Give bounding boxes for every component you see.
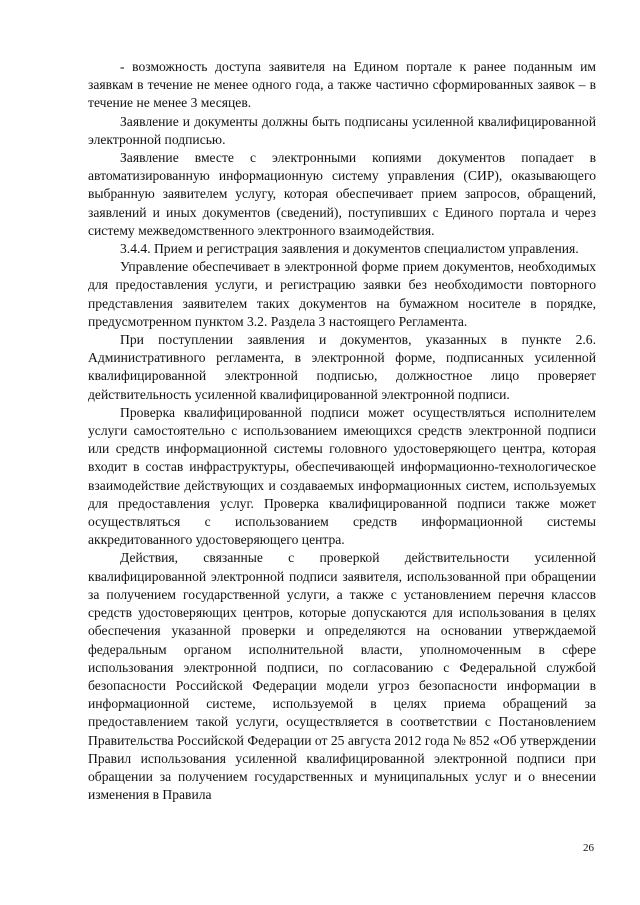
paragraph-signature-requirement: Заявление и документы должны быть подписаны усиленной квалифицированной электронной подписью. [88,113,596,147]
document-page [88,58,596,804]
paragraph-electronic-reception: Управление обеспечивает в электронной форме прием документов, необходимых для предоставления услуги, и регистрацию заявки без необходимости повторного представления заявителем таких документов на бумажном носителе в порядке, предусмотренном пунктом 3.2. Раздела 3 настоящего Регламента. [88,259,596,329]
paragraph-access-portal: - возможность доступа заявителя на Едином портале к ранее поданным им заявкам в течение не менее одного года, а также частично сформированных заявок – в течение не менее 3 месяцев. [88,59,596,111]
page-number: 26 [583,842,594,854]
section-heading-3-4-4: 3.4.4. Прием и регистрация заявления и документов специалистом управления. [120,241,579,257]
paragraph-verification-actions: Действия, связанные с проверкой действительности усиленной квалифицированной электронной подписи заявителя, использованной при обращении за получением государственной услуги, а также с установлением перечня классов средств удостоверяющих центров, которые допускаются для использования в целях обеспечения указанной проверки и определяются на основании утверждаемой федеральным органом исполнительной власти, уполномоченным в сфере использования электронной подписи, по согласованию с Федеральной службой безопасности Российской Федерации модели угроз безопасности информации в информационной системе, используемой в целях приема обращений за предоставлением такой услуги, осуществляется в соответствии с Постановлением Правительства Российской Федерации от 25 августа 2012 года № 852 «Об утверждении Правил использования усиленной квалифицированной электронной подписи при обращении за получением государственных и муниципальных услуг и о внесении изменения в Правила [88,550,597,803]
paragraph-verification-tools: Проверка квалифицированной подписи может осуществляться исполнителем услуги самостоятельно с использованием имеющихся средств электронной подписи или средств информационной системы головного удостоверяющего центра, которая входит в состав инфраструктуры, обеспечивающей информационно-технологическое взаимодействие действующих и создаваемых информационных систем, используемых для предоставления услуг. Проверка квалифицированной подписи также может осуществляться с использованием средств информационной системы аккредитованного удостоверяющего центра. [88,404,596,548]
paragraph-signature-check: При поступлении заявления и документов, указанных в пункте 2.6. Административного регламента, в электронной форме, подписанных усиленной квалифицированной электронной подписью, должностное лицо проверяет действительность усиленной квалифицированной электронной подписи. [88,332,596,402]
paragraph-sir-system: Заявление вместе с электронными копиями документов попадает в автоматизированную информационную систему управления (СИР), оказывающего выбранную заявителем услугу, которая обеспечивает прием запросов, обращений, заявлений и иных документов (сведений), поступивших с Единого портала и через систему межведомственного электронного взаимодействия. [88,150,596,238]
